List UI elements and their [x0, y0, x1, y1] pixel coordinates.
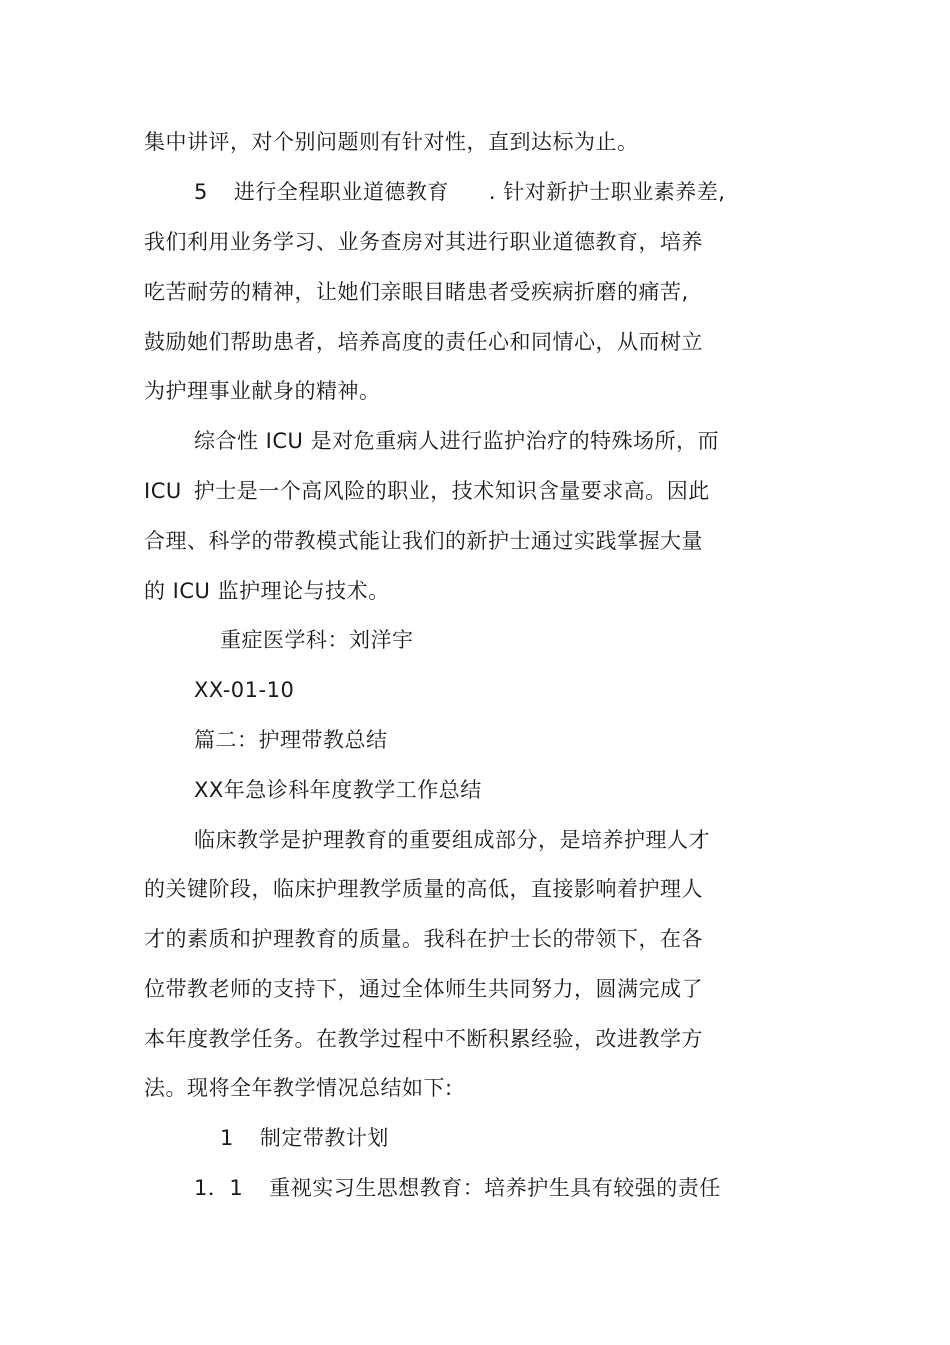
section-title: 进行全程职业道德教育 — [233, 180, 449, 204]
paragraph-text: . 针对新护士职业素养差, — [488, 180, 726, 204]
paragraph-text: ICU — [144, 479, 182, 503]
paragraph-line: 吃苦耐劳的精神，让她们亲眼目睹患者受疾病折磨的痛苦, — [144, 280, 689, 304]
section-title: 制定带教计划 — [259, 1126, 389, 1150]
subsection-heading-1-1 — [194, 1173, 721, 1203]
paragraph-line: 综合性 ICU 是对危重病人进行监护治疗的特殊场所，而 — [194, 429, 720, 453]
paragraph-line — [144, 476, 710, 506]
paragraph-line: 的关键阶段，临床护理教学质量的高低，直接影响着护理人 — [144, 877, 703, 901]
chapter-heading: 篇二：护理带教总结 — [194, 728, 388, 752]
paragraph-line: 本年度教学任务。在教学过程中不断积累经验，改进教学方 — [144, 1027, 703, 1051]
paragraph-line: 的 ICU 监护理论与技术。 — [144, 579, 390, 603]
paragraph-line: 鼓励她们帮助患者，培养高度的责任心和同情心，从而树立 — [144, 330, 703, 354]
section-number: 1 — [220, 1126, 234, 1150]
paragraph-line: 集中讲评，对个别问题则有针对性，直到达标为止。 — [144, 130, 639, 154]
paragraph-line: 为护理事业献身的精神。 — [144, 379, 381, 403]
signature-department: 重症医学科：刘洋宇 — [220, 628, 414, 652]
signature-date: XX-01-10 — [194, 678, 295, 702]
paragraph-text: 重视实习生思想教育：培养护生具有较强的责任 — [269, 1176, 721, 1200]
paragraph-line: 我们利用业务学习、业务查房对其进行职业道德教育，培养 — [144, 230, 703, 254]
paragraph-line: 临床教学是护理教育的重要组成部分，是培养护理人才 — [194, 828, 710, 852]
section-number: 5 — [194, 180, 208, 204]
section-heading-5 — [194, 177, 725, 207]
paragraph-line: 位带教老师的支持下，通过全体师生共同努力，圆满完成了 — [144, 977, 703, 1001]
document-title: XX年急诊科年度教学工作总结 — [194, 778, 482, 802]
paragraph-line: 合理、科学的带教模式能让我们的新护士通过实践掌握大量 — [144, 529, 703, 553]
subsection-number: 1．1 — [194, 1176, 244, 1200]
paragraph-line: 法。现将全年教学情况总结如下: — [144, 1076, 453, 1100]
paragraph-line: 才的素质和护理教育的质量。我科在护士长的带领下，在各 — [144, 927, 703, 951]
paragraph-text: 护士是一个高风险的职业，技术知识含量要求高。因此 — [193, 479, 710, 503]
section-heading-1 — [220, 1123, 389, 1153]
